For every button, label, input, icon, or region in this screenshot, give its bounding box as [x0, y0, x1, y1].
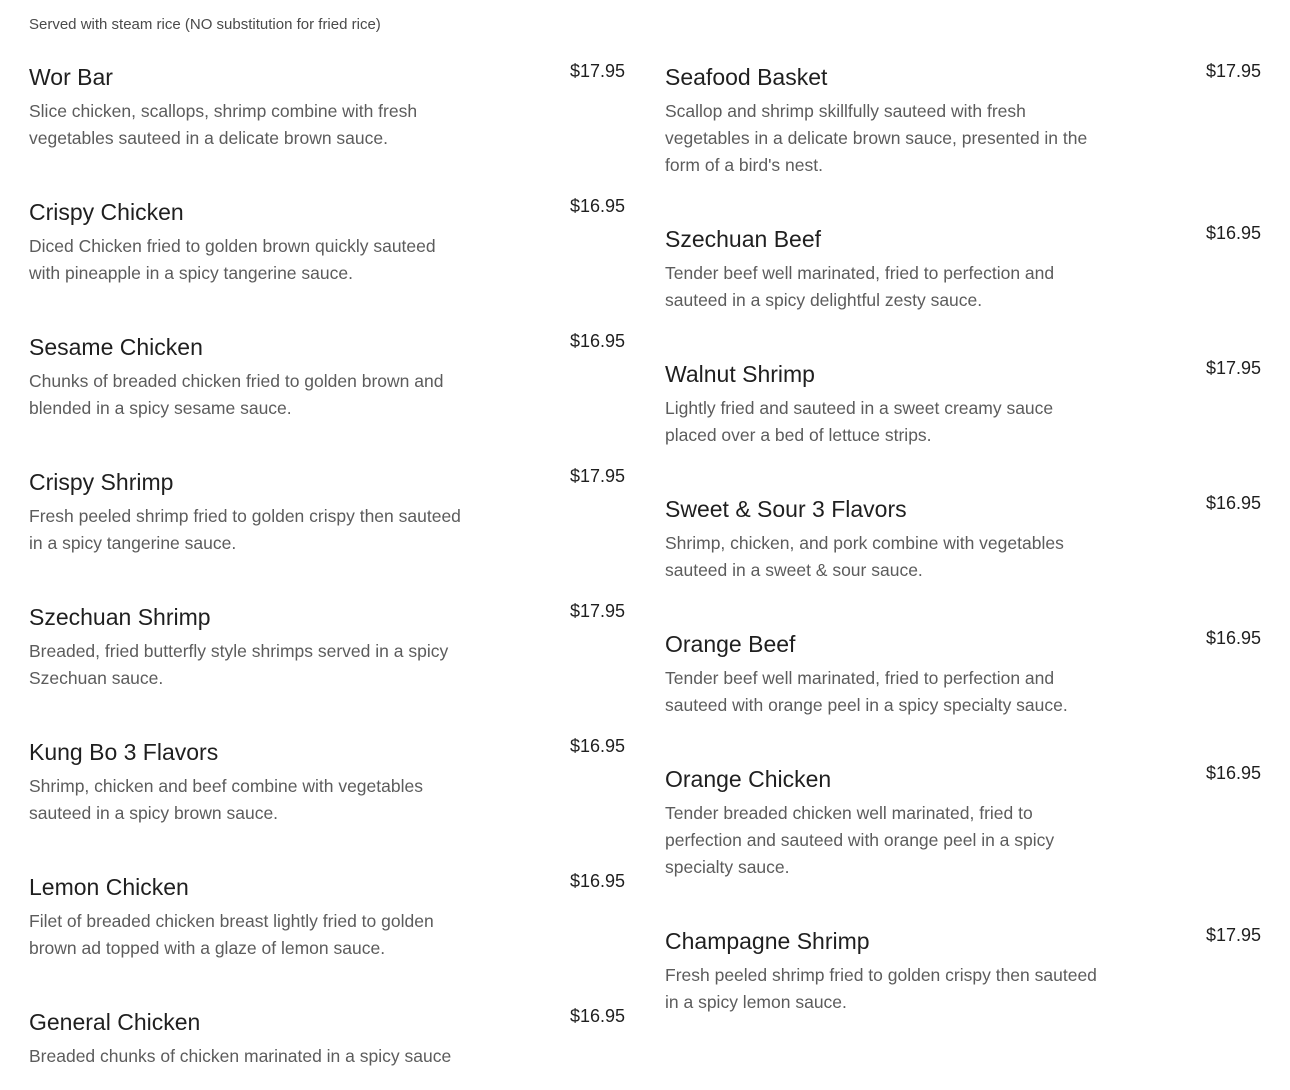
menu-item: [29, 600, 625, 692]
menu-item: [29, 465, 625, 557]
menu-item-name: Szechuan Beef: [665, 226, 822, 252]
menu-item-price: $17.95: [569, 61, 625, 81]
menu-item-price: $16.95: [569, 871, 625, 891]
menu-item-name: Szechuan Shrimp: [29, 604, 211, 630]
menu-item-name: Lemon Chicken: [29, 874, 189, 900]
menu-item-price: $17.95: [569, 601, 625, 621]
menu-item-name: Crispy Shrimp: [29, 469, 174, 495]
menu-item-name: Wor Bar: [29, 64, 113, 90]
menu-item-description: Tender beef well marinated, fried to perfection and sauteed with orange peel in a spicy specialty sauce.: [665, 668, 1068, 715]
menu-item-price: $17.95: [1205, 358, 1261, 378]
menu-item: [665, 627, 1261, 719]
menu-item-price: $16.95: [569, 196, 625, 216]
menu-item: [29, 330, 625, 422]
menu-item-description: Lightly fried and sauteed in a sweet creamy sauce placed over a bed of lettuce strips.: [665, 398, 1054, 445]
menu-item: [29, 1005, 625, 1070]
menu-item-description: Diced Chicken fried to golden brown quickly sauteed with pineapple in a spicy tangerine sauce.: [29, 236, 436, 283]
menu-column-left: [29, 60, 625, 1090]
menu-item-price: $16.95: [1205, 628, 1261, 648]
menu-item-price: $16.95: [569, 331, 625, 351]
menu-item-description: Tender breaded chicken well marinated, fried to perfection and sauteed with orange peel in a spicy specialty sauce.: [665, 803, 1055, 877]
menu-item: [29, 870, 625, 962]
menu-item-name: Sweet & Sour 3 Flavors: [665, 496, 907, 522]
menu-item-price: $17.95: [569, 466, 625, 486]
menu-item-name: Orange Beef: [665, 631, 796, 657]
menu-item-name: Champagne Shrimp: [665, 928, 870, 954]
menu-item-description: Chunks of breaded chicken fried to golden brown and blended in a spicy sesame sauce.: [29, 371, 444, 418]
menu-item: [665, 924, 1261, 1016]
menu-item-description: Fresh peeled shrimp fried to golden crispy then sauteed in a spicy lemon sauce.: [665, 965, 1097, 1012]
menu-item-description: Slice chicken, scallops, shrimp combine with fresh vegetables sauteed in a delicate brown sauce.: [29, 101, 418, 148]
menu-item-price: $17.95: [1205, 61, 1261, 81]
menu-item-description: Filet of breaded chicken breast lightly fried to golden brown ad topped with a glaze of lemon sauce.: [29, 911, 434, 958]
menu-column-right: [665, 60, 1261, 1059]
menu-item-price: $16.95: [569, 736, 625, 756]
menu-item-name: Sesame Chicken: [29, 334, 203, 360]
menu-item: [29, 195, 625, 287]
menu-item: [665, 60, 1261, 179]
menu-item: [29, 735, 625, 827]
menu-item-name: Walnut Shrimp: [665, 361, 815, 387]
menu-item-price: $17.95: [1205, 925, 1261, 945]
menu-item-name: Kung Bo 3 Flavors: [29, 739, 219, 765]
menu-item-name: General Chicken: [29, 1009, 201, 1035]
menu-item-name: Orange Chicken: [665, 766, 832, 792]
menu-item: [29, 60, 625, 152]
menu-item-name: Seafood Basket: [665, 64, 828, 90]
menu-item-price: $16.95: [569, 1006, 625, 1026]
menu-subtitle: Served with steam rice (NO substitution for fried rice): [29, 16, 381, 33]
menu-item: [665, 762, 1261, 881]
menu-item-name: Crispy Chicken: [29, 199, 184, 225]
menu-item: [665, 357, 1261, 449]
menu-item-description: Scallop and shrimp skillfully sauteed with fresh vegetables in a delicate brown sauce, presented in the form of a bird's nest.: [665, 101, 1088, 175]
menu-item-price: $16.95: [1205, 223, 1261, 243]
menu-item-price: $16.95: [1205, 763, 1261, 783]
menu-item-description: Tender beef well marinated, fried to perfection and sauteed in a spicy delightful zesty sauce.: [665, 263, 1055, 310]
menu-item-description: Fresh peeled shrimp fried to golden crispy then sauteed in a spicy tangerine sauce.: [29, 506, 461, 553]
menu-item-description: Breaded, fried butterfly style shrimps served in a spicy Szechuan sauce.: [29, 641, 449, 688]
menu-item: [665, 222, 1261, 314]
menu-item-price: $16.95: [1205, 493, 1261, 513]
menu-item-description: Shrimp, chicken, and pork combine with vegetables sauteed in a sweet & sour sauce.: [665, 533, 1064, 580]
menu-item-description: Breaded chunks of chicken marinated in a spicy sauce: [29, 1046, 452, 1066]
menu-item-description: Shrimp, chicken and beef combine with vegetables sauteed in a spicy brown sauce.: [29, 776, 423, 823]
menu-item: [665, 492, 1261, 584]
